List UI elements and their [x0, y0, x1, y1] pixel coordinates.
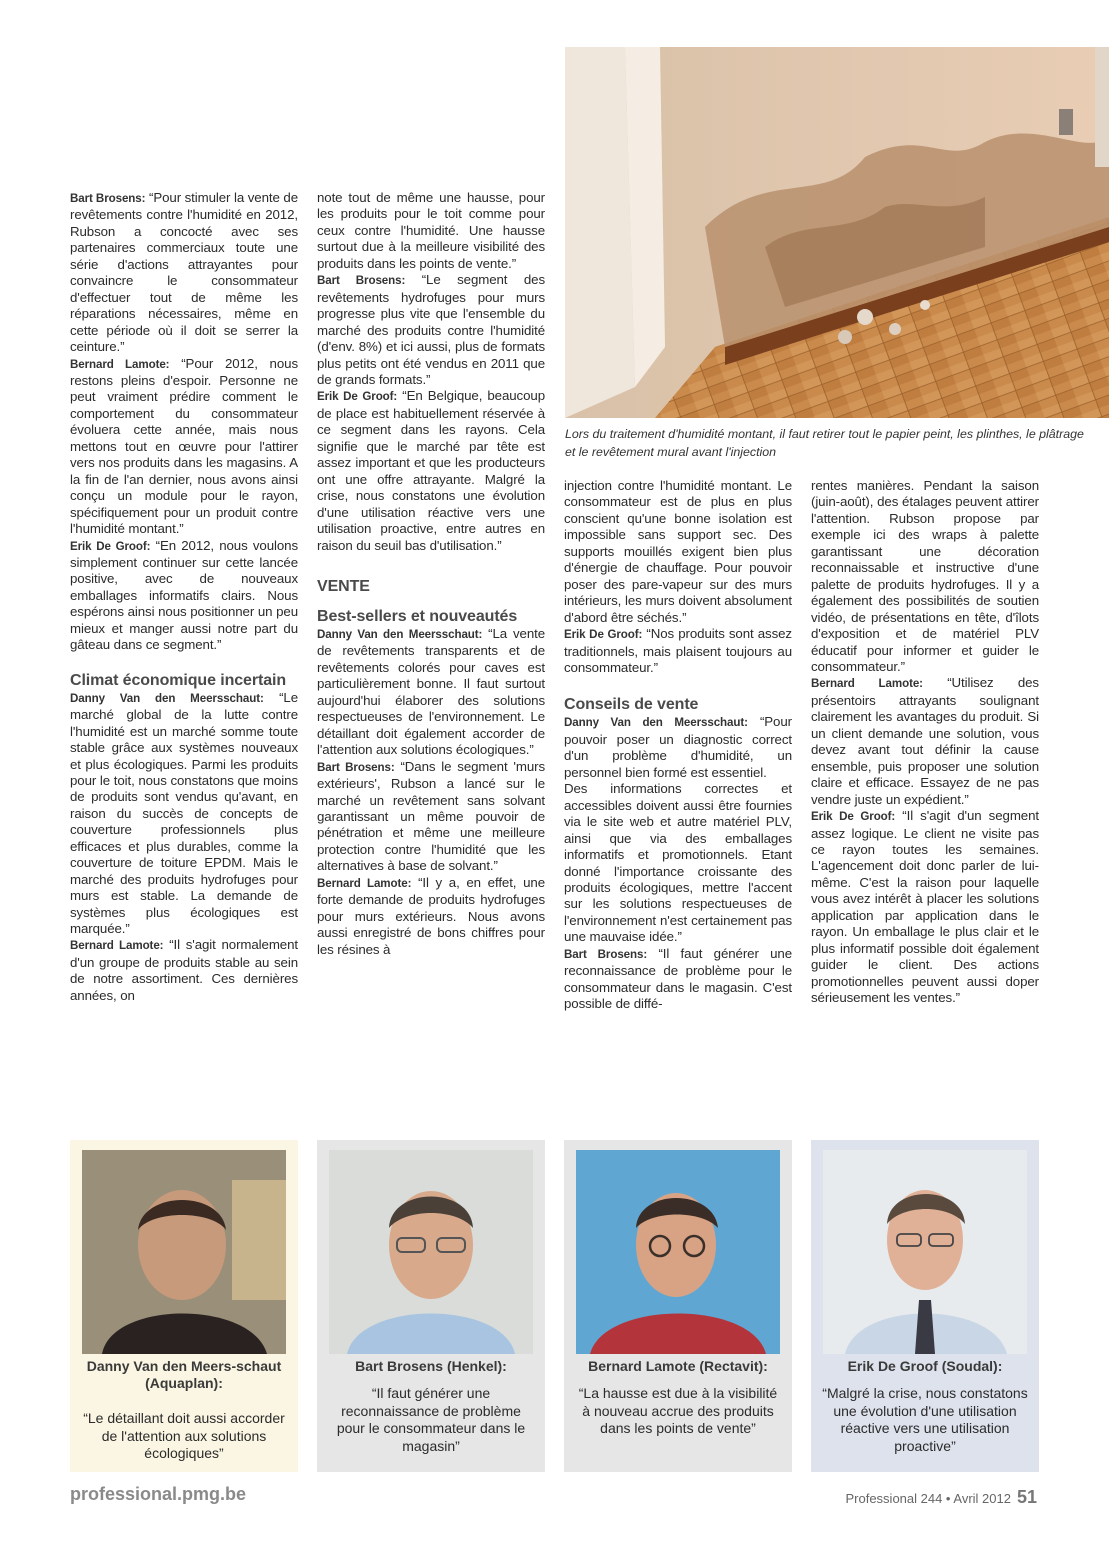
speaker-name: Bernard Lamote: [70, 357, 170, 371]
speaker-name: Danny Van den Meersschaut: [317, 627, 483, 641]
damp-wall-illustration [565, 47, 1109, 418]
person-name: Bernard Lamote (Rectavit): [588, 1358, 768, 1374]
site-url: professional.pmg.be [70, 1484, 247, 1504]
person-avatar [823, 1150, 1027, 1354]
portrait-card-bart [317, 1140, 545, 1472]
portrait-photo [82, 1150, 286, 1354]
paragraph-text: “Dans le segment 'murs extérieurs', Rubson a lancé sur le marché un revêtement sans solvant garantissant un même pouvoir de pénétration et même une meilleure protection contre l'humidité que les alternatives à base de solvant.” [317, 758, 545, 874]
section-heading: Climat économique incertain [70, 671, 287, 689]
issue-info [845, 1487, 1037, 1508]
speaker-name: Bernard Lamote: [317, 876, 412, 890]
paragraph-text: “Il y a, en effet, une forte demande de produits hydrofuges pour murs extérieurs. Nous avons aussi enregistré de bons chiffres pour les résines à [317, 874, 545, 957]
paragraph-text: Des informations correctes et accessibles doivent aussi être fournies via le site web et autre matériel PLV, ainsi que via des emballages informatifs et promotionnels. Etant donné l'importance croissante des produits écologiques, mettre l'accent sur les solutions respectueuses de l'environnement n'est certainement pas une mauvaise idée.” [564, 781, 792, 945]
speaker-name: Erik De Groof: [564, 628, 643, 642]
page-number: 51 [1016, 1487, 1037, 1507]
speaker-name: Bart Brosens: [317, 760, 395, 774]
speaker-name: Erik De Groof: [70, 539, 151, 553]
paragraph-text: “La vente de revêtements transparents et de revêtements colorés pour caves est particulièrement bonne. Il faut surtout aujourd'hui élaborer des solutions respectueuses de l'environnement. Le détaillant doit également accorder de l'attention aux solutions écologiques.” [317, 625, 545, 758]
person-quote: “Le détaillant doit aussi accorder de l'attention aux solutions écologiques” [83, 1410, 285, 1462]
damp-wall-photo [565, 47, 1109, 418]
paragraph [564, 781, 792, 946]
speaker-name: Bart Brosens: [317, 274, 406, 288]
person-avatar [576, 1150, 780, 1354]
portrait-card-danny [70, 1140, 298, 1472]
speaker-name: Bernard Lamote: [70, 939, 164, 953]
paragraph-text: “Pour pouvoir poser un diagnostic correct d'un problème d'humidité, un personnel bien formé est essentiel. [564, 714, 792, 780]
paragraph-text: “Il s'agit d'un segment assez logique. Le client ne visite pas ce rayon toutes les semaines. L'agencement doit donc parler de lui-même. C'est la raison pour laquelle vous avez intérêt à placer les solutions application par application dans le rayon. Un emballage le plus clair et le plus informatif possible doit également guider le client. Des actions promotionnelles peuvent aussi doper sérieusement les ventes.” [811, 808, 1039, 1006]
paragraph-text: “Le marché global de la lutte contre l'humidité est un marché somme toute stable grâce aux systèmes nouveaux et plus écologiques. Parmi les produits pour le toit, nous constatons que moins de produits sont vendus qu'avant, en raison du succès de concepts de couverture professionnels plus efficaces et plus durables, comme la couverture de toiture EPDM. Mais le marché des produits hydrofuges pour murs est stable. La demande de systèmes plus écologiques est marquée.” [70, 689, 298, 937]
photo-caption: Lors du traitement d'humidité montant, il faut retirer tout le papier peint, les plinthes, le plâtrage et le revêtement mural avant l'injection [565, 427, 1084, 459]
paragraph [564, 478, 792, 626]
section-title: VENTE [317, 577, 370, 595]
paragraph-text: “Nos produits sont assez traditionnels, mais plaisent toujours au consommateur.” [564, 626, 792, 675]
person-avatar [329, 1150, 533, 1354]
person-quote: “La hausse est due à la visibilité à nouveau accrue des produits dans les points de vente” [578, 1385, 778, 1437]
paragraph-text: “Pour 2012, nous restons pleins d'espoir. Personne ne peut vraiment prédire comment le comportement du consommateur évoluera cette année, mais nous mettons tout en œuvre pour l'attirer vers nos produits dans les magasins. A la fin de l'an dernier, nous avons ainsi conçu un module pour le rayon, spécifiquement pour un produit contre l'humidité montant.” [70, 355, 298, 537]
portrait-photo [576, 1150, 780, 1354]
person-name: Danny Van den Meers-schaut (Aquaplan): [86, 1358, 282, 1391]
speaker-name: Danny Van den Meersschaut: [564, 716, 748, 730]
person-name: Erik De Groof (Soudal): [847, 1358, 1003, 1374]
paragraph [70, 356, 298, 538]
paragraph [564, 626, 792, 676]
paragraph [70, 690, 298, 938]
speaker-name: Erik De Groof: [317, 390, 398, 404]
paragraph [70, 937, 298, 1004]
portrait-photo [329, 1150, 533, 1354]
paragraph [70, 190, 298, 356]
article-column-4 [811, 478, 1039, 1007]
paragraph [564, 714, 792, 781]
portrait-card-erik [811, 1140, 1039, 1472]
paragraph-text: “Il faut générer une reconnaissance de problème pour le consommateur dans le magasin. C'est possible de diffé- [564, 945, 792, 1012]
speaker-name: Bart Brosens: [564, 947, 648, 961]
portrait-card-bernard [564, 1140, 792, 1472]
paragraph-text: injection contre l'humidité montant. Le consommateur est de plus en plus conscient qu'une bonne isolation est impossible sans support sec. Des supports mouillés exigent bien plus d'énergie de chauffage. Pour pouvoir poser des pare-vapeur sur des murs intérieurs, les murs doivent absolument d'abord être séchés.” [564, 478, 792, 625]
paragraph [811, 808, 1039, 1006]
paragraph-text: “En Belgique, beaucoup de place est habituellement réservée à ce segment dans les rayons. Cela signifie que le marché par tête est assez important et que les producteurs ont une offre attrayante. Malgré la crise, nous constatons une évolution d'une utilisation réactive vers une utilisation proactive, entre autres en raison du seuil bas d'utilisation.” [317, 388, 545, 553]
paragraph [317, 272, 545, 388]
article-column-1 [70, 190, 298, 1004]
paragraph [564, 946, 792, 1013]
paragraph [317, 626, 545, 759]
paragraph [811, 478, 1039, 675]
paragraph-text: “Utilisez des présentoirs attrayants soulignant clairement les avantages du produit. Si un client demande une solution, vous devez avant tout définir la cause ensemble, puis proposer une solution claire et efficace. Essayez de ne pas vendre juste un expédient.” [811, 675, 1039, 807]
speaker-name: Bart Brosens: [70, 192, 146, 205]
paragraph [70, 538, 298, 654]
paragraph [317, 388, 545, 554]
paragraph [317, 759, 545, 875]
paragraph-text: “Le segment des revêtements hydrofuges pour murs progresse plus vite que l'ensemble du marché des produits contre l'humidité (d'env. 8%) et ici aussi, plus de formats plus petits ont été vendus en 2011 que de grands formats.” [317, 272, 546, 387]
article-column-3 [564, 478, 792, 1013]
paragraph-text: “Pour stimuler la vente de revêtements contre l'humidité en 2012, Rubson a concocté avec ses partenaires commerciaux toute une série d'actions attrayantes pour convaincre le consommateur d'effectuer tout de même les réparations nécessaires, même en cette période où il doit se serrer la ceinture.” [70, 190, 298, 355]
issue-label: Professional 244 • Avril 2012 [845, 1491, 1011, 1506]
person-avatar [82, 1150, 286, 1354]
article-column-2 [317, 190, 545, 958]
speaker-name: Bernard Lamote: [811, 677, 923, 691]
paragraph-text: “En 2012, nous voulons simplement continuer sur cette lancée positive, avec de nouveaux emballages informatifs clairs. Nous espérons ainsi nous positionner un peu mieux et manger aussi notre part du gâteau dans ce segment.” [70, 537, 298, 653]
paragraph-text: “Il s'agit normalement d'un groupe de produits stable au sein de notre assortiment. Ces dernières années, on [70, 937, 298, 1003]
person-name: Bart Brosens (Henkel): [355, 1358, 507, 1374]
paragraph [811, 675, 1039, 808]
paragraph-text: rentes manières. Pendant la saison (juin-août), des étalages peuvent attirer l'attention. Rubson propose par exemple ici des wraps à palette garantissant une décoration reconnaissable et instructive d'une palette de produits hydrofuges. Il y a également des possibilités de soutien vidéo, de présentations en tête, d'îlots d'exposition et de matériel PLV éducatif pour informer et guider le consommateur.” [811, 478, 1039, 674]
paragraph [317, 190, 545, 272]
speaker-name: Danny Van den Meersschaut: [70, 691, 264, 705]
speaker-name: Erik De Groof: [811, 810, 896, 824]
person-quote: “Malgré la crise, nous constatons une évolution d'une utilisation réactive vers une utilisation proactive” [822, 1385, 1028, 1454]
person-quote: “Il faut générer une reconnaissance de problème pour le consommateur dans le magasin” [336, 1385, 526, 1454]
section-heading: Best-sellers et nouveautés [317, 607, 518, 625]
paragraph-text: note tout de même une hausse, pour les produits pour le toit comme pour ceux contre l'humidité. Une hausse surtout due à la meilleure visibilité des produits dans les points de vente.” [317, 190, 545, 271]
portrait-photo [823, 1150, 1027, 1354]
section-heading: Conseils de vente [564, 696, 699, 714]
paragraph [317, 875, 545, 958]
